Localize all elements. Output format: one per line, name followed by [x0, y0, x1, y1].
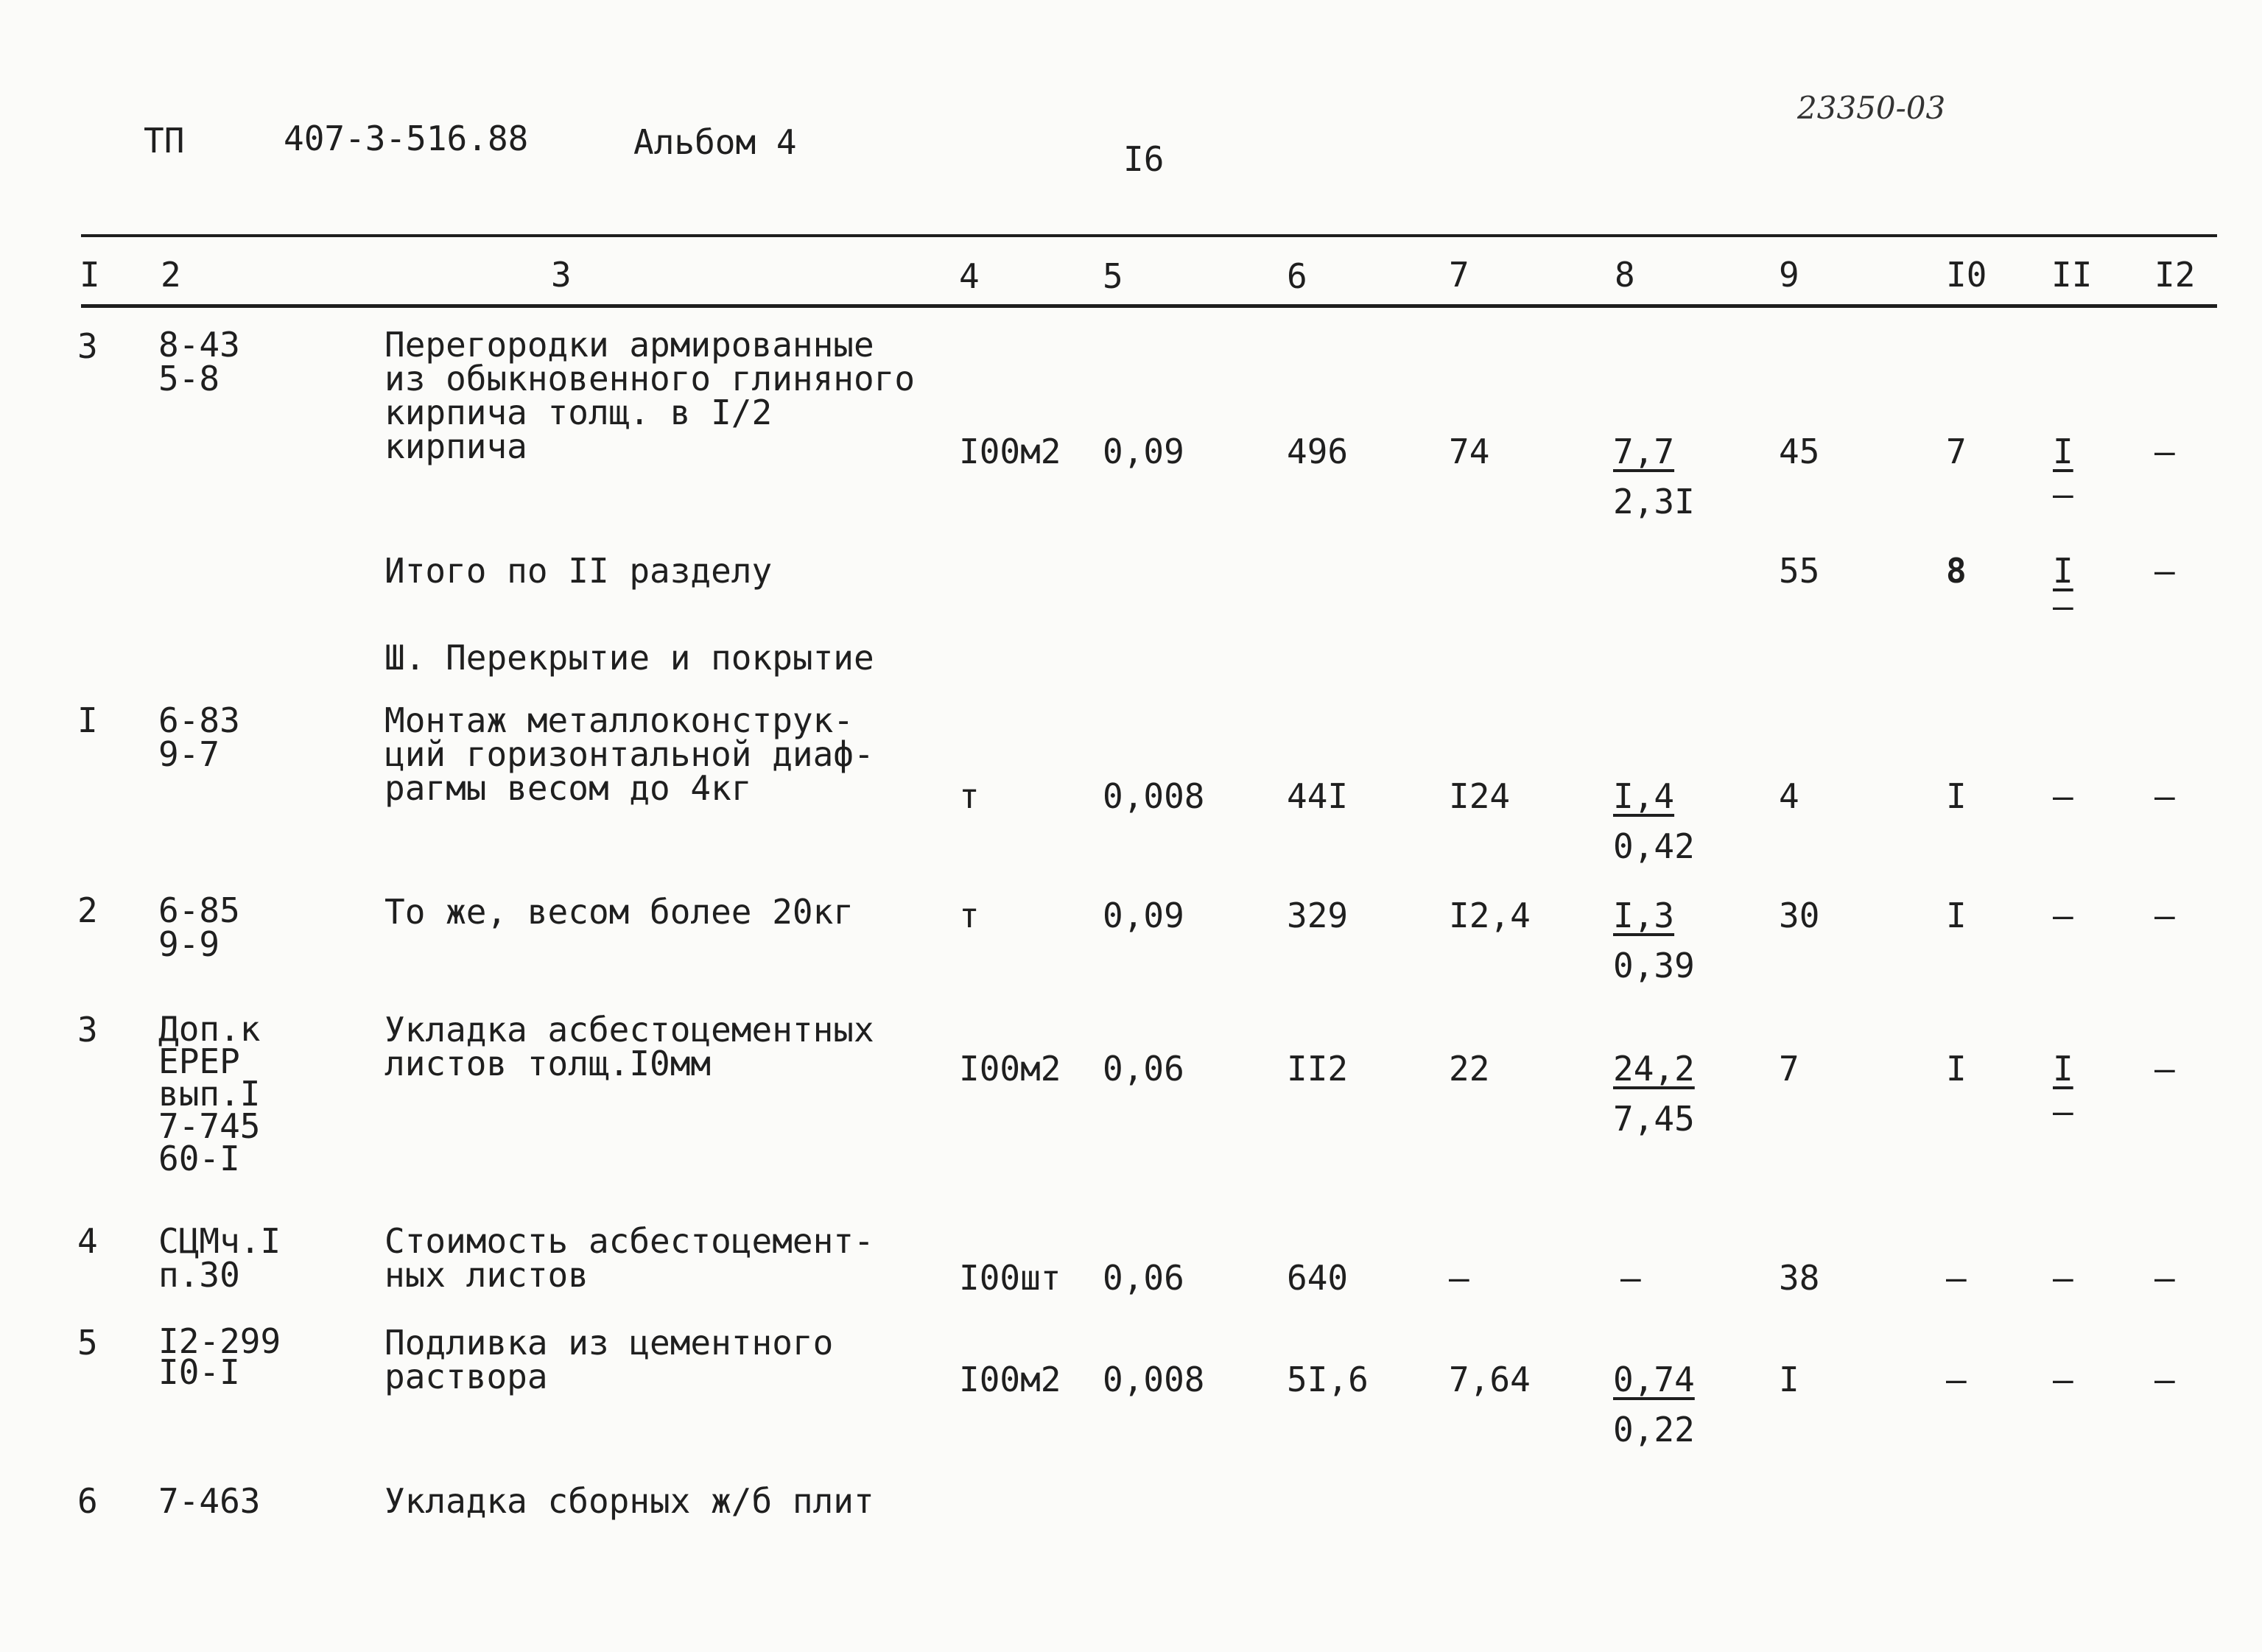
- cell-total: 45: [1779, 432, 1820, 471]
- cell-description: Укладка асбестоцементных листов толщ.I0мм: [384, 1010, 874, 1083]
- cell-description: Укладка сборных ж/б плит: [384, 1481, 874, 1521]
- cell-quantity: 0,06: [1103, 1049, 1184, 1089]
- cell-total: 38: [1779, 1258, 1820, 1298]
- cell-unit: I00м2: [959, 432, 1061, 471]
- cell-wage: 74: [1449, 432, 1490, 471]
- cell-code: 6-83 9-7: [158, 700, 240, 774]
- col-header: 7: [1449, 255, 1469, 295]
- cell-num: 2: [77, 890, 98, 930]
- machines-wage: 0,42: [1613, 826, 1695, 866]
- cell-unit: т: [959, 776, 980, 816]
- machines-wage: 7,45: [1613, 1099, 1695, 1139]
- col-header: 6: [1287, 256, 1307, 296]
- cell-machines: [1613, 896, 1695, 985]
- machines-total: 7,7: [1613, 432, 1675, 471]
- cell-machines: [1613, 432, 1695, 521]
- cell-machines: [1613, 776, 1695, 866]
- cell-total: 30: [1779, 896, 1820, 935]
- cell-total-wage: I: [1946, 776, 1967, 816]
- machines-total: I,3: [1613, 896, 1675, 935]
- cell-unit: I00м2: [959, 1360, 1061, 1399]
- col-header: 3: [551, 255, 572, 295]
- cell-total: I: [1779, 1360, 1799, 1399]
- cell-description: Перегородки армированные из обыкновенного глиняного кирпича толщ. в I/2 кирпича: [384, 325, 916, 466]
- cell-total-machines: [2053, 1049, 2073, 1131]
- total-machines-top: I: [2053, 1049, 2073, 1089]
- cell-total-wage: 8: [1946, 551, 1967, 591]
- cell-unit-cost: 44I: [1287, 776, 1349, 816]
- cell-total-machines: –: [2053, 1360, 2073, 1399]
- machines-total: 0,74: [1613, 1360, 1695, 1399]
- col-header: I0: [1946, 255, 1987, 295]
- col-header: I2: [2154, 255, 2196, 295]
- col-header: 2: [161, 255, 181, 295]
- cell-labor: –: [2154, 551, 2175, 591]
- cell-quantity: 0,008: [1103, 1360, 1205, 1399]
- cell-total-wage: 7: [1946, 432, 1967, 471]
- machines-total: I,4: [1613, 776, 1675, 816]
- cell-quantity: 0,09: [1103, 432, 1184, 471]
- total-machines-bottom: –: [2053, 1092, 2073, 1131]
- cell-labor: –: [2154, 432, 2175, 471]
- col-header: 5: [1103, 256, 1123, 296]
- cell-total-wage: –: [1946, 1360, 1967, 1399]
- total-machines-bottom: –: [2053, 586, 2073, 626]
- total-machines-top: I: [2053, 432, 2073, 471]
- cell-wage: I2,4: [1449, 896, 1531, 935]
- cell-total-machines: [2053, 551, 2073, 626]
- cell-code: Доп.к ЕРЕР вып.I 7-745 60-I: [158, 1009, 261, 1178]
- cell-quantity: 0,09: [1103, 896, 1184, 935]
- inventory-number: 23350-03: [1797, 90, 1946, 126]
- cell-labor: –: [2154, 776, 2175, 816]
- cell-description: Итого по II разделу: [384, 551, 773, 591]
- cell-code: 6-85 9-9: [158, 890, 240, 964]
- cell-wage: I24: [1449, 776, 1511, 816]
- cell-code: 7-463: [158, 1481, 261, 1521]
- machines-wage: 2,3I: [1613, 482, 1695, 521]
- cell-machines: [1613, 1049, 1695, 1139]
- cell-wage: –: [1449, 1258, 1469, 1298]
- doc-code: 407-3-516.88: [284, 119, 529, 158]
- col-header: 4: [959, 256, 980, 296]
- cell-description: Монтаж металлоконструк- ций горизонтальной диаф- рагмы весом до 4кг: [384, 700, 874, 808]
- cell-code: СЦМч.I п.30: [158, 1221, 281, 1295]
- cell-unit: т: [959, 896, 980, 935]
- cell-quantity: 0,06: [1103, 1258, 1184, 1298]
- machines-wage: 0,22: [1613, 1410, 1695, 1449]
- cell-num: 5: [77, 1323, 98, 1363]
- cell-wage: 7,64: [1449, 1360, 1531, 1399]
- col-header: 9: [1779, 255, 1799, 295]
- cell-labor: –: [2154, 1360, 2175, 1399]
- cell-num: 3: [77, 326, 98, 366]
- col-header: II: [2051, 255, 2093, 295]
- table-header-rule: [81, 304, 2217, 308]
- cell-total: 55: [1779, 551, 1820, 591]
- cell-unit-cost: 5I,6: [1287, 1360, 1369, 1399]
- cell-machines: [1613, 1360, 1695, 1449]
- cell-description: То же, весом более 20кг: [384, 892, 854, 932]
- cell-code: I2-299 I0-I: [158, 1321, 281, 1392]
- cell-code: 8-43 5-8: [158, 325, 240, 398]
- cell-total-wage: I: [1946, 1049, 1967, 1089]
- cell-total: 4: [1779, 776, 1799, 816]
- cell-total-wage: –: [1946, 1258, 1967, 1298]
- cell-labor: –: [2154, 896, 2175, 935]
- cell-total-machines: –: [2053, 896, 2073, 935]
- cell-total: 7: [1779, 1049, 1799, 1089]
- cell-description: Подливка из цементного раствора: [384, 1323, 834, 1396]
- album-label: Альбом 4: [633, 122, 797, 162]
- cell-unit-cost: 329: [1287, 896, 1349, 935]
- cell-num: 3: [77, 1010, 98, 1050]
- cell-unit-cost: II2: [1287, 1049, 1349, 1089]
- machines-wage: 0,39: [1613, 946, 1695, 985]
- cell-total-machines: [2053, 432, 2073, 514]
- cell-unit: I00шт: [959, 1258, 1061, 1298]
- cell-unit-cost: 640: [1287, 1258, 1349, 1298]
- total-machines-bottom: –: [2053, 474, 2073, 514]
- cell-total-machines: –: [2053, 1258, 2073, 1298]
- cell-num: I: [77, 700, 98, 740]
- cell-description: Ш. Перекрытие и покрытие: [384, 638, 874, 678]
- cell-num: 4: [77, 1221, 98, 1261]
- cell-wage: 22: [1449, 1049, 1490, 1089]
- page-number: I6: [1123, 139, 1165, 179]
- cell-description: Стоимость асбестоцемент- ных листов: [384, 1221, 874, 1295]
- table-top-rule: [81, 234, 2217, 237]
- cell-unit: I00м2: [959, 1049, 1061, 1089]
- cell-labor: –: [2154, 1258, 2175, 1298]
- col-header: I: [80, 255, 100, 295]
- cell-quantity: 0,008: [1103, 776, 1205, 816]
- cell-total-machines: –: [2053, 776, 2073, 816]
- cell-unit-cost: 496: [1287, 432, 1349, 471]
- col-header: 8: [1615, 255, 1635, 295]
- cell-labor: –: [2154, 1049, 2175, 1089]
- doc-tp: ТП: [144, 121, 185, 161]
- machines-total: 24,2: [1613, 1049, 1695, 1089]
- cell-machines: –: [1620, 1258, 1641, 1298]
- cell-num: 6: [77, 1481, 98, 1521]
- total-machines-top: I: [2053, 551, 2073, 591]
- cell-total-wage: I: [1946, 896, 1967, 935]
